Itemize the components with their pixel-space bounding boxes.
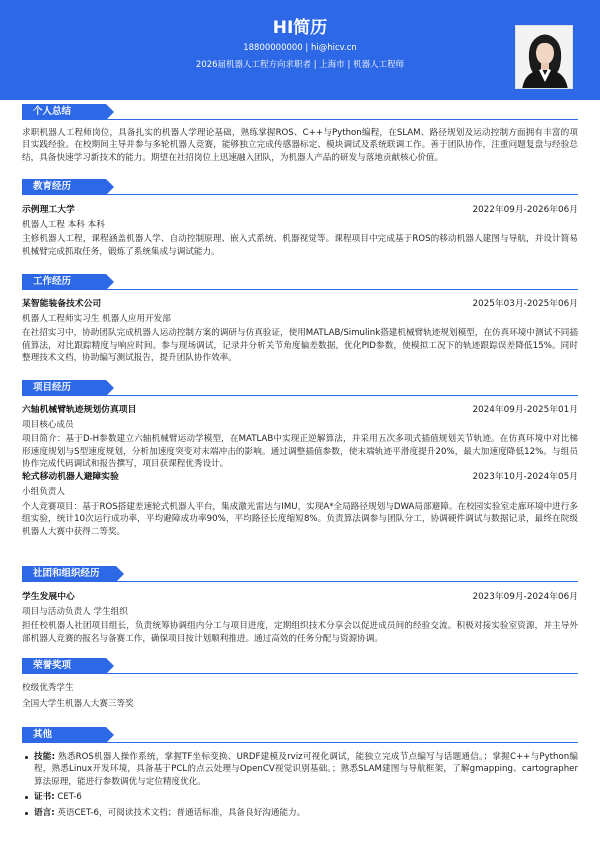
projects-section <box>22 380 578 538</box>
others-section <box>22 727 578 819</box>
projects-heading <box>22 380 578 396</box>
project-role: 小组负责人 <box>22 487 65 498</box>
work-entry-header <box>22 298 578 311</box>
certificate-text: CET-6 <box>57 792 82 803</box>
education-description: 主修机器人工程，课程涵盖机器人学、自动控制原理、嵌入式系统、机器视觉等。课程项目中完成基于ROS的移动机器人建图与导航，并设计简易机械臂完成抓取任务，锻炼了系统集成与调试能力。 <box>22 234 578 257</box>
organization-title: 社团和组织经历 <box>22 566 116 582</box>
section-divider <box>22 289 578 290</box>
summary-heading <box>22 104 578 120</box>
section-divider <box>22 395 578 396</box>
project-role: 项目核心成员 <box>22 419 74 430</box>
organization-entry-header <box>22 591 578 604</box>
work-heading <box>22 274 578 290</box>
section-divider <box>22 581 578 582</box>
summary-section <box>22 104 578 164</box>
organization-heading <box>22 566 578 582</box>
language-text: 英语CET-6，可阅读技术文档；普通话标准，具备良好沟通能力。 <box>57 807 306 818</box>
skill-label: 技能: <box>34 752 56 762</box>
award-item: 全国大学生机器人大赛三等奖 <box>22 699 134 710</box>
others-title: 其他 <box>22 727 106 743</box>
project-entry-header <box>22 404 578 417</box>
certificate-item <box>22 791 578 803</box>
school-name: 示例理工大学 <box>22 205 75 215</box>
organization-role: 项目与活动负责人 学生组织 <box>22 606 128 617</box>
summary-title: 个人总结 <box>22 104 106 120</box>
education-date: 2022年09月-2026年06月 <box>472 205 578 215</box>
awards-heading <box>22 658 578 674</box>
education-section <box>22 179 578 258</box>
work-title: 工作经历 <box>22 274 106 290</box>
others-heading <box>22 727 578 743</box>
job-intent: 2026届机器人工程方向求职者 | 上海市 | 机器人工程师 <box>195 60 405 70</box>
award-item: 校级优秀学生 <box>22 683 74 693</box>
work-date: 2025年03月-2025年06月 <box>472 299 578 309</box>
project-description: 个人竞赛项目：基于ROS搭建差速轮式机器人平台，集成激光雷达与IMU，实现A*全局路径规划与DWA局部避障。在校园实验室走廊环境中进行多组实验，统计10次运行成功率，平均避障成功率90%，平均路径长度缩短8%。负责算法调参与团队分工，协调硬件调试与数据记录，最终在院级机器人大赛中获得二等奖。 <box>22 501 578 537</box>
education-title: 教育经历 <box>22 179 106 195</box>
project-entry-header <box>22 471 578 484</box>
education-entry-header <box>22 204 578 217</box>
contact-info: 18800000000 | hi@hicv.cn <box>243 43 357 53</box>
awards-title: 荣誉奖项 <box>22 658 106 674</box>
company-name: 某智能装备技术公司 <box>22 299 102 309</box>
education-major: 机器人工程 本科 本科 <box>22 219 105 230</box>
organization-section <box>22 566 578 645</box>
project-description: 项目简介：基于D-H参数建立六轴机械臂运动学模型，在MATLAB中实现正逆解算法，并采用五次多项式插值规划关节轨迹。在仿真环境中对比梯形速度规划与S型速度规划，分析加速度突变对末端冲击的影响。通过调整插值参数，使末端轨迹平滑度提升20%，最大加速度降低12%。与组员协作完成代码调试和报告撰写，项目获课程优秀设计。 <box>22 434 578 470</box>
summary-text: 求职机器人工程师岗位，具备扎实的机器人学理论基础，熟练掌握ROS、C++与Python编程，在SLAM、路径规划及运动控制方面拥有丰富的项目实践经验。在校期间主导并参与多轮机器人竞赛，能够独立完成传感器标定、模块调试及系统联调工作。善于团队协作，注重问题复盘与经验总结，具备快速学习新技术的能力。期望在社招岗位上迅速融入团队，为机器人产品的研发与落地贡献核心价值。 <box>22 128 578 163</box>
organization-description: 担任校机器人社团项目组长，负责统筹协调组内分工与项目进度，定期组织技术分享会以促进成员间的经验交流。积极对接实验室资源，并主导外部机器人竞赛的报名与备赛工作，确保项目按计划顺利推进。通过高效的任务分配与资源协调。 <box>22 621 578 644</box>
awards-section <box>22 658 578 711</box>
work-section <box>22 274 578 365</box>
project-date: 2023年10月-2024年05月 <box>472 471 578 482</box>
work-description: 在社招实习中，协助团队完成机器人运动控制方案的调研与仿真验证，使用MATLAB/Simulink搭建机械臂轨迹规划模型，在仿真环境中测试不同插值算法，对比跟踪精度与响应时间。参与现场调试，记录并分析关节角度偏差数据，优化PID参数，使模拟工况下的轨迹跟踪误差降低15%。同时整理技术文档，协助编写测试报告，提升团队协作效率。 <box>22 328 578 364</box>
project-name: 轮式移动机器人避障实验 <box>22 471 119 482</box>
resume-header <box>0 0 600 100</box>
section-divider <box>22 119 578 120</box>
section-divider <box>22 194 578 195</box>
skill-item <box>22 751 578 788</box>
skill-text: 熟悉ROS机器人操作系统，掌握TF坐标变换、URDF建模及rviz可视化调试，能独立完成节点编写与话题通信。；掌握C++与Python编程，熟悉Linux开发环境，具备基于PCL的点云处理与OpenCV视觉识别基础。；熟悉SLAM建图与导航框架，了解gmapping、cartographer算法原理，能进行参数调优与定位精度优化。 <box>34 752 578 787</box>
project-name: 六轴机械臂轨迹规划仿真项目 <box>22 405 137 415</box>
section-divider <box>22 673 578 674</box>
certificate-label: 证书: <box>34 792 55 803</box>
candidate-name: HI简历 <box>272 18 328 38</box>
work-role: 机器人工程师实习生 机器人应用开发部 <box>22 313 171 324</box>
education-heading <box>22 179 578 195</box>
section-divider <box>22 742 578 743</box>
portrait-image <box>516 26 573 89</box>
language-label: 语言: <box>34 807 55 818</box>
project-date: 2024年09月-2025年01月 <box>472 405 578 415</box>
organization-date: 2023年09月-2024年06月 <box>472 592 578 602</box>
organization-name: 学生发展中心 <box>22 592 75 602</box>
profile-photo <box>515 25 573 89</box>
language-item <box>22 807 578 819</box>
projects-title: 项目经历 <box>22 380 106 396</box>
